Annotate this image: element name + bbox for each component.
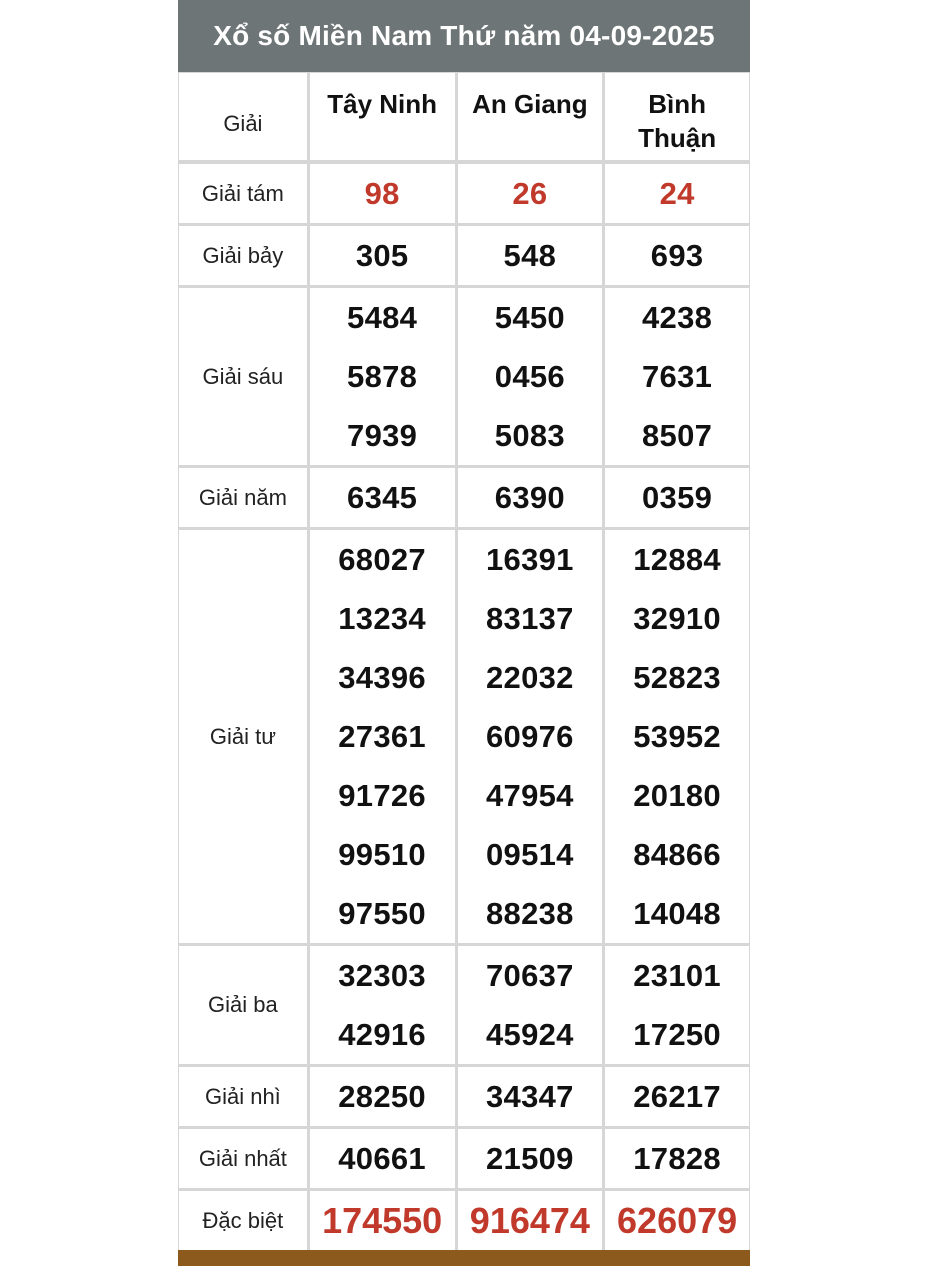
prize-row [178,226,750,288]
result-cell-an-giang [455,530,603,943]
winning-number: 99510 [338,837,426,872]
province-header-an-giang: An Giang [455,73,603,160]
winning-number: 20180 [633,778,721,813]
results-title: Xổ số Miền Nam Thứ năm 04-09-2025 [178,0,750,72]
winning-number: 45924 [486,1017,574,1052]
result-cell-an-giang [455,1191,603,1250]
winning-number: 68027 [338,542,426,577]
result-cell-binh-thuan [602,1067,750,1126]
winning-number: 98 [364,176,400,211]
winning-number: 5083 [494,418,565,453]
winning-number: 32910 [633,601,721,636]
prize-row [178,288,750,468]
result-cell-tay-ninh [307,1067,455,1126]
result-cell-binh-thuan [602,530,750,943]
result-cell-binh-thuan [602,946,750,1064]
winning-number: 28250 [338,1079,426,1114]
winning-number: 84866 [633,837,721,872]
prize-label: Giải tám [178,164,307,223]
winning-number: 626079 [617,1200,738,1241]
winning-number: 83137 [486,601,574,636]
winning-number: 42916 [338,1017,426,1052]
prize-row [178,530,750,946]
result-cell-tay-ninh [307,164,455,223]
winning-number: 22032 [486,660,574,695]
winning-number: 34396 [338,660,426,695]
result-cell-an-giang [455,468,603,527]
result-cell-tay-ninh [307,226,455,285]
result-cell-binh-thuan [602,1129,750,1188]
winning-number: 5450 [494,300,565,335]
winning-number: 26217 [633,1079,721,1114]
winning-number: 16391 [486,542,574,577]
result-cell-binh-thuan [602,288,750,465]
result-cell-an-giang [455,164,603,223]
result-cell-tay-ninh [307,530,455,943]
winning-number: 09514 [486,837,574,872]
winning-number: 4238 [642,300,713,335]
province-header-tay-ninh: Tây Ninh [307,73,455,160]
winning-number: 91726 [338,778,426,813]
prize-row [178,946,750,1067]
result-cell-an-giang [455,288,603,465]
prize-label: Giải ba [178,946,307,1064]
lottery-results-card [178,0,750,1266]
winning-number: 14048 [633,896,721,931]
prize-label: Giải năm [178,468,307,527]
province-header-binh-thuan: Bình Thuận [602,73,750,160]
prize-label: Giải tư [178,530,307,943]
winning-number: 916474 [469,1200,590,1241]
result-cell-tay-ninh [307,946,455,1064]
winning-number: 0359 [642,480,713,515]
winning-number: 34347 [486,1079,574,1114]
result-cell-tay-ninh [307,288,455,465]
winning-number: 12884 [633,542,721,577]
result-cell-binh-thuan [602,1191,750,1250]
winning-number: 21509 [486,1141,574,1176]
winning-number: 23101 [633,958,721,993]
results-table [178,72,750,1253]
prize-label: Giải sáu [178,288,307,465]
footer-bar [178,1250,750,1266]
prize-row [178,1191,750,1253]
winning-number: 6345 [347,480,418,515]
table-header-row [178,72,750,163]
prize-row [178,1129,750,1191]
result-cell-tay-ninh [307,1191,455,1250]
winning-number: 0456 [494,359,565,394]
winning-number: 548 [503,238,557,273]
winning-number: 97550 [338,896,426,931]
winning-number: 7631 [642,359,713,394]
winning-number: 47954 [486,778,574,813]
winning-number: 53952 [633,719,721,754]
prize-label: Giải nhì [178,1067,307,1126]
winning-number: 13234 [338,601,426,636]
prize-label: Đặc biệt [178,1191,307,1250]
result-cell-binh-thuan [602,468,750,527]
result-cell-binh-thuan [602,226,750,285]
result-cell-an-giang [455,226,603,285]
winning-number: 17828 [633,1141,721,1176]
winning-number: 5878 [347,359,418,394]
winning-number: 40661 [338,1141,426,1176]
winning-number: 70637 [486,958,574,993]
winning-number: 305 [355,238,409,273]
prize-label: Giải nhất [178,1129,307,1188]
winning-number: 24 [659,176,695,211]
winning-number: 7939 [347,418,418,453]
result-cell-an-giang [455,1129,603,1188]
winning-number: 5484 [347,300,418,335]
winning-number: 27361 [338,719,426,754]
result-cell-an-giang [455,1067,603,1126]
result-cell-tay-ninh [307,1129,455,1188]
winning-number: 60976 [486,719,574,754]
winning-number: 88238 [486,896,574,931]
result-cell-an-giang [455,946,603,1064]
prize-row [178,163,750,226]
winning-number: 693 [650,238,704,273]
prize-label: Giải bảy [178,226,307,285]
winning-number: 26 [512,176,548,211]
prize-column-header: Giải [178,73,307,160]
prize-row [178,1067,750,1129]
winning-number: 174550 [322,1200,443,1241]
winning-number: 8507 [642,418,713,453]
prize-rows [178,163,750,1253]
prize-row [178,468,750,530]
winning-number: 17250 [633,1017,721,1052]
result-cell-binh-thuan [602,164,750,223]
winning-number: 32303 [338,958,426,993]
winning-number: 52823 [633,660,721,695]
winning-number: 6390 [494,480,565,515]
result-cell-tay-ninh [307,468,455,527]
